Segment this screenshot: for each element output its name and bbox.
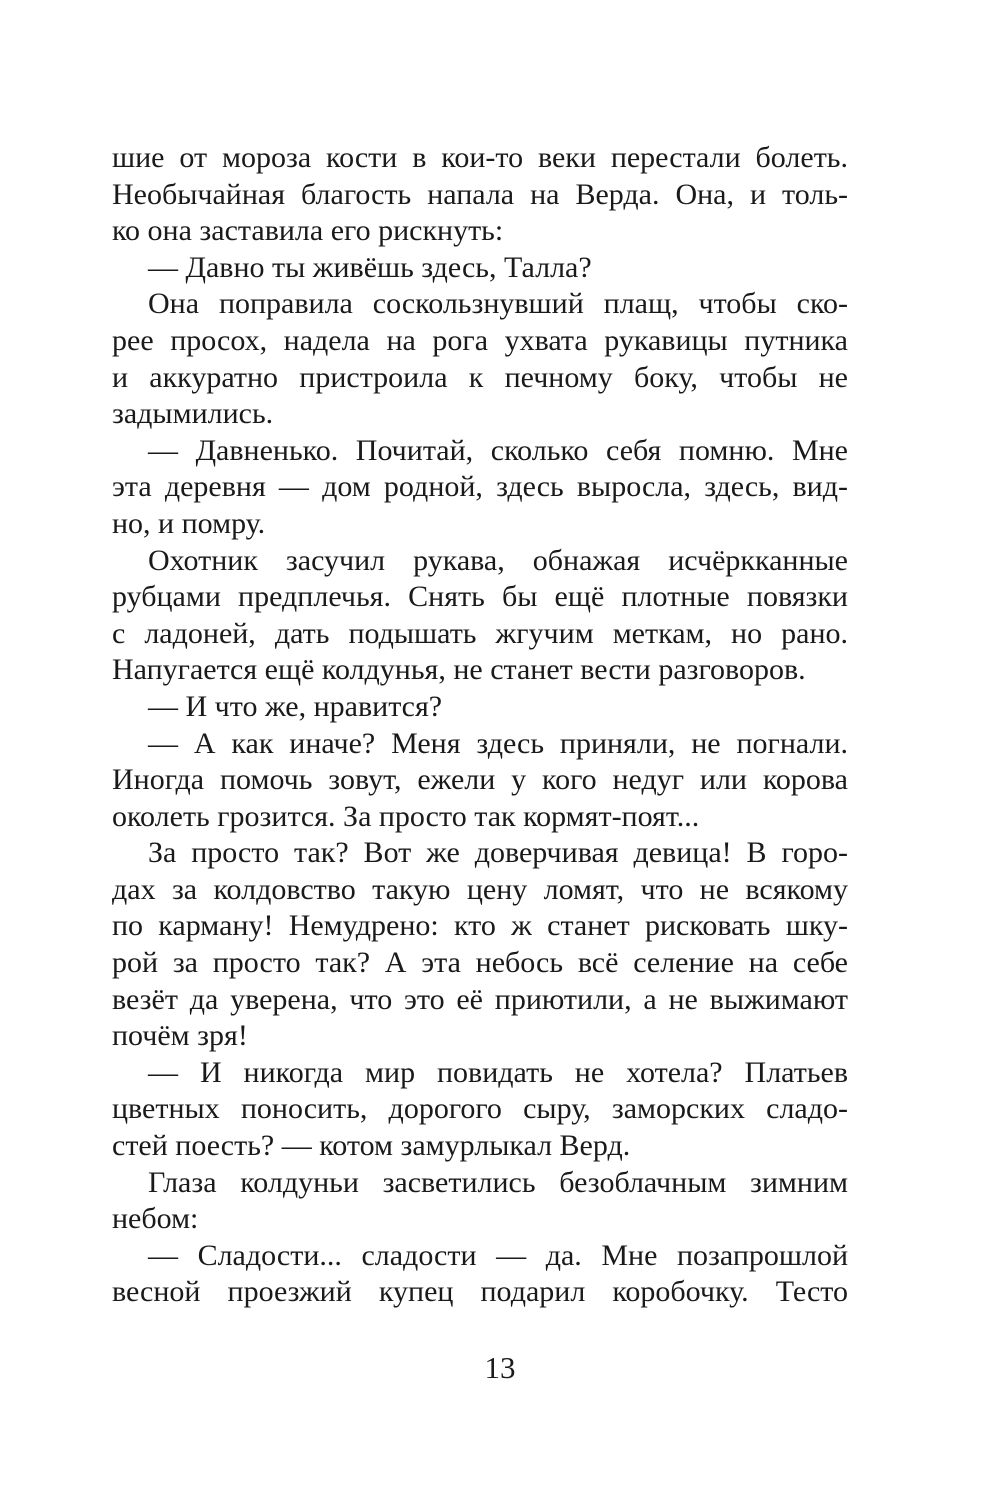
text-line: ко она заставила его рискнуть: xyxy=(112,214,504,248)
body-text xyxy=(112,140,848,1311)
text-line: весной проезжий купец подарил коробочку. Тесто xyxy=(112,1275,848,1309)
text-line: — И никогда мир повидать не хотела? Платьев xyxy=(148,1055,848,1089)
text-line: рее просох, надела на рога ухвата рукавицы путника xyxy=(112,323,848,357)
text-line: Глаза колдуньи засветились безоблачным зимним xyxy=(148,1165,848,1199)
text-line: — И что же, нравится? xyxy=(148,689,443,723)
text-line: но, и помру. xyxy=(112,506,266,540)
text-line: — Давненько. Почитай, сколько себя помню. Мне xyxy=(148,433,848,467)
text-line: стей поесть? — котом замурлыкал Верд. xyxy=(112,1129,631,1163)
text-line: — А как иначе? Меня здесь приняли, не погнали. xyxy=(148,726,848,760)
text-line: с ладоней, дать подышать жгучим меткам, но рано. xyxy=(112,616,848,650)
text-line: За просто так? Вот же доверчивая девица! В горо- xyxy=(148,836,848,870)
text-line: дах за колдовство такую цену ломят, что не всякому xyxy=(112,872,848,906)
text-line: и аккуратно пристроила к печному боку, чтобы не xyxy=(112,360,848,394)
text-line: небом: xyxy=(112,1202,199,1236)
text-line: везёт да уверена, что это её приютили, а не выжимают xyxy=(112,982,848,1016)
text-line: Напугается ещё колдунья, не станет вести разговоров. xyxy=(112,653,806,687)
text-line: околеть грозится. За просто так кормят-поят... xyxy=(112,799,700,833)
text-line: эта деревня — дом родной, здесь выросла, здесь, вид- xyxy=(112,470,848,504)
text-line: Иногда помочь зовут, ежели у кого недуг или корова xyxy=(112,763,848,797)
text-line: Охотник засучил рукава, обнажая исчёркканные xyxy=(148,543,848,577)
text-line: почём зря! xyxy=(112,1019,248,1053)
text-line: шие от мороза кости в кои-то веки перестали болеть. xyxy=(112,141,848,174)
text-line: рой за просто так? А эта небось всё селение на себе xyxy=(112,946,848,980)
text-line: Она поправила соскользнувший плащ, чтобы ско- xyxy=(148,287,848,321)
text-line: задымились. xyxy=(112,397,274,431)
text-line: рубцами предплечья. Снять бы ещё плотные повязки xyxy=(112,580,848,614)
text-line: — Сладости... сладости — да. Мне позапрошлой xyxy=(148,1238,848,1272)
text-line: по карману! Немудрено: кто ж станет рисковать шку- xyxy=(112,909,848,943)
page-number: 13 xyxy=(484,1350,516,1385)
text-line: цветных поносить, дорогого сыру, заморских сладо- xyxy=(112,1092,848,1126)
text-line: — Давно ты живёшь здесь, Талла? xyxy=(148,250,592,284)
text-line: Необычайная благость напала на Верда. Она, и толь- xyxy=(112,177,848,211)
